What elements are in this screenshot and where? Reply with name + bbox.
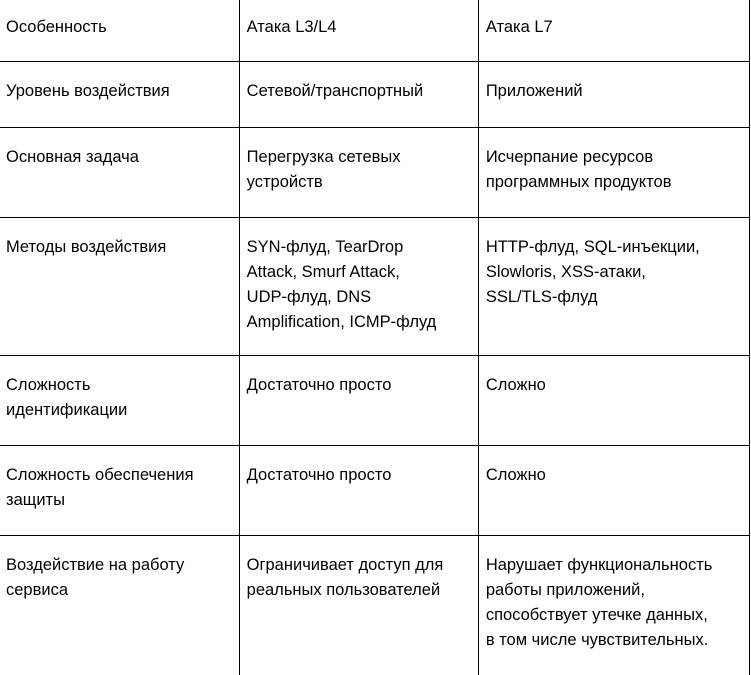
cell-text: в том числе чувствительных. (485, 630, 709, 649)
header-cell-feature (0, 0, 239, 61)
cell-feature (0, 355, 239, 445)
cell-text: SSL/TLS-флуд (485, 287, 598, 306)
header-feature-text: Особенность (6, 18, 107, 36)
cell-text: Уровень воздействия (6, 81, 170, 100)
cell-text: SYN-флуд, TearDrop (246, 237, 404, 256)
cell-feature (0, 61, 239, 127)
cell-l3l4 (239, 61, 478, 127)
table-row (0, 61, 750, 127)
cell-text: Основная задача (6, 147, 139, 166)
cell-text: Amplification, ICMP-флуд (246, 312, 437, 331)
cell-feature (0, 445, 239, 535)
cell-text: реальных пользователей (246, 580, 441, 599)
header-cell-l3l4 (239, 0, 478, 61)
cell-text: Нарушает функциональность (485, 555, 713, 574)
cell-text: Сетевой/транспортный (246, 81, 424, 100)
table-row (0, 127, 750, 217)
cell-text: Сложно (485, 375, 546, 394)
cell-text: Воздействие на работу (6, 555, 185, 574)
header-cell-l7 (478, 0, 749, 61)
cell-text: UDP-флуд, DNS (246, 287, 372, 306)
cell-text: Исчерпание ресурсов (485, 147, 654, 166)
cell-text: защиты (6, 490, 65, 509)
cell-text: работы приложений, (485, 580, 645, 599)
cell-l7 (478, 355, 749, 445)
cell-text: Сложность обеспечения (6, 465, 194, 484)
table-row (0, 217, 750, 355)
cell-l7 (478, 61, 749, 127)
cell-l7 (478, 535, 749, 675)
cell-text: Сложность (6, 375, 91, 394)
cell-text: Методы воздействия (6, 237, 167, 256)
cell-text: Ограничивает доступ для (246, 555, 444, 574)
cell-text: идентификации (6, 400, 128, 419)
cell-l3l4 (239, 217, 478, 355)
cell-text: программных продуктов (485, 172, 672, 191)
cell-text: сервиса (6, 580, 69, 599)
cell-text: устройств (246, 172, 323, 191)
cell-text: Сложно (485, 465, 546, 484)
cell-feature (0, 127, 239, 217)
cell-text: способствует утечке данных, (485, 605, 708, 624)
cell-l3l4 (239, 355, 478, 445)
cell-text: Перегрузка сетевых (246, 147, 401, 166)
cell-l3l4 (239, 445, 478, 535)
cell-text: Достаточно просто (246, 465, 392, 484)
cell-l7 (478, 445, 749, 535)
cell-text: Приложений (485, 81, 583, 100)
cell-l7 (478, 217, 749, 355)
table-row (0, 535, 750, 675)
cell-feature (0, 535, 239, 675)
cell-text: Slowloris, XSS-атаки, (485, 262, 646, 281)
cell-text: Attack, Smurf Attack, (246, 262, 400, 281)
cell-feature (0, 217, 239, 355)
table-row (0, 355, 750, 445)
header-l3l4-text: Атака L3/L4 (246, 18, 337, 36)
cell-text: HTTP-флуд, SQL-инъекции, (485, 237, 700, 256)
cell-l3l4 (239, 535, 478, 675)
header-l7-text: Атака L7 (485, 18, 553, 36)
cell-l3l4 (239, 127, 478, 217)
cell-text: Достаточно просто (246, 375, 392, 394)
table-row (0, 445, 750, 535)
table-header-row (0, 0, 750, 61)
cell-l7 (478, 127, 749, 217)
